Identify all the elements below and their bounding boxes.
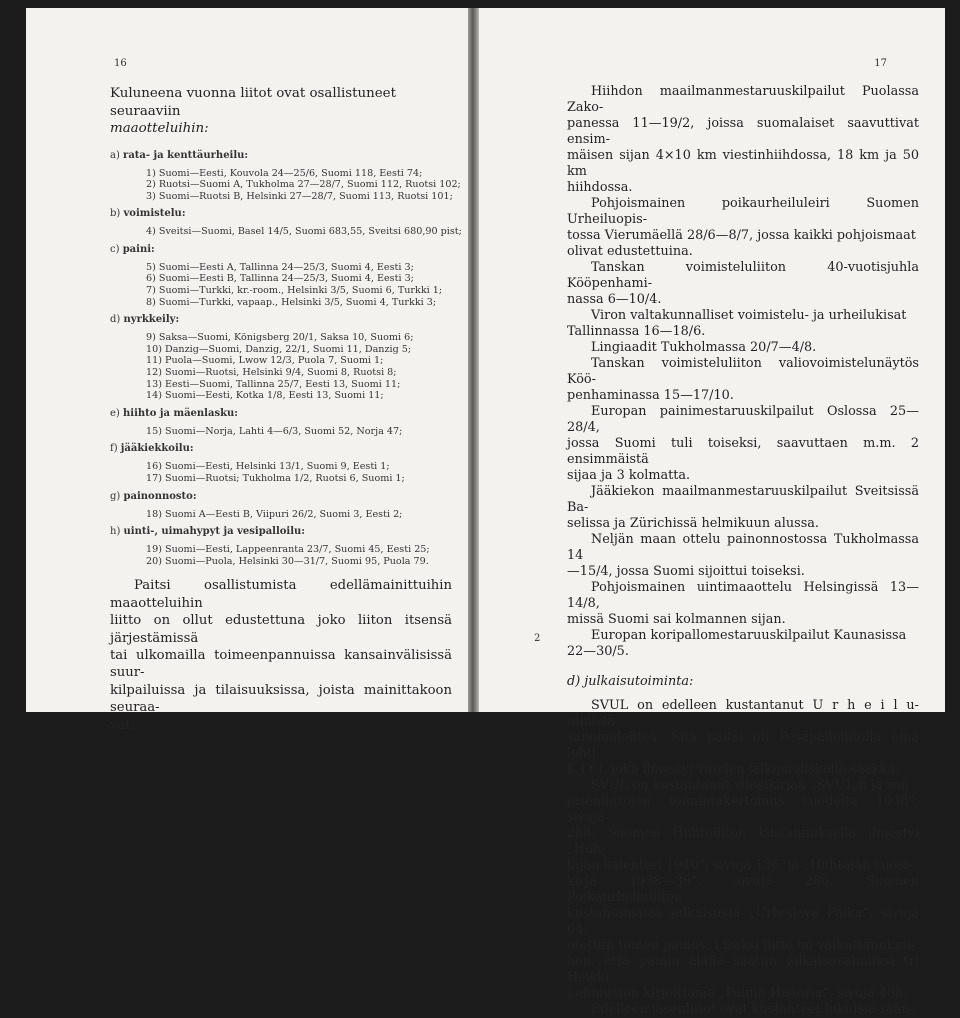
match-entry: 15) Suomi—Norja, Lahti 4—6/3, Suomi 52, Norja 47;: [146, 425, 403, 437]
text-line: SVUL on edelleen kustantanut U r h e i l u-nimistä: [567, 698, 919, 729]
match-entry: 6) Suomi—Eesti B, Tallinna 24—25/3, Suomi 4, Eesti 3;: [146, 273, 414, 285]
publishing-subheading: d) julkaisutoiminta:: [567, 674, 694, 689]
section-heading: [110, 238, 452, 262]
match-list: [146, 332, 452, 402]
section-title: uinti-, uimahypyt ja vesipalloilu:: [123, 526, 305, 538]
match-list: [146, 226, 462, 238]
text-line: Edelleen jäsenliitot ovat kustanteet lukuisia sään-: [591, 1002, 915, 1017]
match-list: [146, 544, 452, 567]
section-heading: [110, 308, 452, 332]
section-heading: [110, 144, 452, 168]
closing-paragraph: [110, 577, 452, 734]
match-entry: 17) Suomi—Ruotsi; Tukholma 1/2, Ruotsi 6, Suomi 1;: [146, 473, 405, 484]
closing-line: kilpailuissa ja tilaisuuksissa, joista mainittakoon seuraa-: [110, 682, 452, 716]
closing-line: tai ulkomailla toimeenpannuissa kansainvälisissä suur-: [110, 648, 452, 681]
section-heading: [110, 485, 452, 509]
signature-mark: 2: [534, 633, 541, 644]
section-letter: g): [110, 490, 124, 502]
match-entry: 5) Suomi—Eesti A, Tallinna 24—25/3, Suomi 4, Eesti 3;: [146, 261, 414, 273]
text-line: jäsenliittojen toimintakertomus vuodelta 1938”, sivuja: [567, 794, 919, 825]
text-line: sijaa ja 3 kolmatta.: [567, 468, 691, 483]
section-title: rata- ja kenttäurheilu:: [123, 149, 249, 161]
text-line: Europan painimestaruuskilpailut Oslossa 25—28/4,: [567, 404, 919, 435]
match-entry: 16) Suomi—Eesti, Helsinki 13/1, Suomi 9, Eesti 1;: [146, 461, 390, 473]
match-list: [146, 262, 452, 308]
text-line: kirja 1938—39”, sivuja 286. Suomen Poikaurheiluliiton: [567, 874, 919, 905]
text-line: Tanskan voimisteluliiton 40-vuotisjuhla Kööpenhami-: [567, 260, 919, 291]
events-list: [567, 84, 919, 660]
section-title: nyrkkeily:: [123, 314, 180, 326]
section-letter: c): [110, 243, 123, 255]
text-line: jossa Suomi tuli toiseksi, saavuttaen m.m. 2 ensimmäistä: [567, 436, 919, 467]
text-line: Hiihdon maailmanmestaruuskilpailut Puolassa Zako-: [567, 84, 919, 115]
text-line: täjän kalenteri 1940”, sivuja 136, ja „Hiihtäjän vuosi-: [567, 858, 913, 873]
section-letter: h): [110, 526, 124, 538]
section-heading: [110, 520, 452, 544]
closing-line: liitto on ollut edustettuna joko liiton itsensä järjestämissä: [110, 613, 452, 646]
section-letter: a): [110, 149, 124, 161]
text-line: Tallinnassa 16—18/6.: [567, 324, 706, 339]
text-line: penhaminassa 15—17/10.: [567, 388, 734, 403]
closing-line: Paitsi osallistumista edellämainittuihin maaotteluihin: [110, 578, 452, 611]
text-line: Tanskan voimisteluliiton valiovoimistelunäytös Köö-: [567, 356, 919, 387]
match-entry: 9) Saksa—Suomi, Königsberg 20/1, Saksa 10, Suomi 6;: [146, 332, 414, 344]
match-list: [146, 426, 452, 438]
match-entry: 13) Eesti—Suomi, Tallinna 25/7, Eesti 13, Suomi 11;: [146, 378, 401, 390]
match-entry: 18) Suomi A—Eesti B, Viipuri 26/2, Suomi 3, Eesti 2;: [146, 508, 403, 520]
match-entry: 3) Suomi—Ruotsi B, Helsinki 27—28/7, Suomi 113, Ruotsi 101;: [146, 190, 453, 202]
match-list: [146, 167, 461, 203]
match-list: [146, 461, 452, 484]
text-line: Europan koripallomestaruuskilpailut Kaunasissa: [591, 628, 907, 643]
right-page-number: 17: [874, 58, 887, 69]
match-entry: 12) Suomi—Ruotsi, Helsinki 9/4, Suomi 8, Ruotsi 8;: [146, 367, 397, 379]
left-page: [26, 8, 468, 733]
text-line: sanomalehteä. Sitä paitsi oli Pesäpalloliitolla oma lehti: [567, 730, 919, 761]
text-line: Lehmuston kirjoittama „Painin Historia”, sivuja 488.: [567, 986, 908, 1001]
match-entry: 11) Puola—Suomi, Lwow 12/3, Puola 7, Suomi 1;: [146, 355, 384, 367]
text-line: olivat edustettuina.: [567, 244, 693, 259]
text-line: hen, että painin alalla saatiin julkaisuvalmiiksi tri Heikki: [567, 954, 919, 985]
match-entry: 19) Suomi—Eesti, Lappeenranta 23/7, Suomi 45, Eesti 25;: [146, 544, 430, 556]
section-letter: d): [110, 314, 124, 326]
text-line: tossa Vierumäellä 28/6—8/7, jossa kaikki pohjoismaat: [567, 228, 916, 243]
match-entry: 1) Suomi—Eesti, Kouvola 24—25/6, Suomi 118, Eesti 74;: [146, 167, 423, 179]
text-line: Neljän maan ottelu painonnostossa Tukholmassa 14: [567, 532, 919, 563]
match-sections: [110, 144, 462, 568]
text-line: 22—30/5.: [567, 644, 629, 659]
section-letter: e): [110, 407, 123, 419]
text-line: Viron valtakunnalliset voimistelu- ja urheilukisat: [591, 308, 907, 323]
section-letter: f): [110, 443, 121, 455]
intro-paragraph: [110, 85, 452, 138]
match-entry: 2) Ruotsi—Suomi A, Tukholma 27—28/7, Suomi 112, Ruotsi 102;: [146, 179, 461, 191]
publishing-paragraphs: [567, 698, 919, 1018]
intro-line: Kuluneena vuonna liitot ovat osallistuneet seuraaviin: [110, 86, 396, 119]
text-line: SVUL on kustantanut vuosikirjan „SVUL:n ja sen: [591, 778, 909, 793]
section-title: voimistelu:: [123, 208, 186, 220]
text-line: missä Suomi sai kolmannen sijan.: [567, 612, 786, 627]
section-title: paini:: [122, 243, 155, 255]
match-entry: 7) Suomi—Turkki, kr.-room., Helsinki 3/5, Suomi 6, Turkki 1;: [146, 285, 443, 297]
text-line: Pohjoismainen uintimaaottelu Helsingissä 13—14/8,: [567, 580, 919, 611]
right-page: [479, 8, 945, 1017]
text-line: mäisen sijan 4×10 km viestinhiihdossa, 18 km ja 50 km: [567, 148, 919, 179]
section-title: painonnosto:: [123, 490, 197, 502]
text-line: Lingiaadit Tukholmassa 20/7—4/8.: [591, 340, 817, 355]
match-entry: 4) Sveitsi—Suomi, Basel 14/5, Suomi 683,55, Sveitsi 680,90 pist;: [146, 226, 462, 238]
text-line: selissa ja Zürichissä helmikuun alussa.: [567, 516, 819, 531]
section-title: hiihto ja mäenlasku:: [123, 407, 238, 419]
text-line: panessa 11—19/2, joissa suomalaiset saavuttivat ensim-: [567, 116, 919, 147]
section-heading: [110, 402, 452, 426]
section-heading: [110, 202, 452, 226]
left-page-number: 16: [114, 58, 127, 69]
section-heading: [110, 437, 452, 461]
match-entry: 10) Danzig—Suomi, Danzig, 22/1, Suomi 11, Danzig 5;: [146, 343, 412, 355]
book-gutter: [468, 8, 479, 712]
intro-line-italic: maaotteluihin:: [110, 121, 209, 136]
text-line: —15/4, jossa Suomi sijoittui toiseksi.: [567, 564, 805, 579]
match-entry: 14) Suomi—Eesti, Kotka 1/8, Eesti 13, Suomi 11;: [146, 390, 384, 402]
text-line: K i r i, joka ilmestyi vuoden jälkipuoliskolle saakka.: [567, 762, 900, 777]
match-list: [146, 509, 452, 521]
section-letter: b): [110, 208, 124, 220]
text-line: nassa 6—10/4.: [567, 292, 662, 307]
match-entry: 20) Suomi—Puola, Helsinki 30—31/7, Suomi 95, Puola 79.: [146, 555, 429, 567]
text-line: 288. Suomen Hiihtoliiton kustannuksella ilmestyi „Hiih-: [567, 826, 919, 857]
text-line: Jääkiekon maailmanmestaruuskilpailut Sveitsissä Ba-: [567, 484, 919, 515]
section-title: jääkiekkoilu:: [120, 443, 194, 455]
text-line: Pohjoismainen poikaurheiluleiri Suomen Urheiluopis-: [567, 196, 919, 227]
text-line: hiihdossa.: [567, 180, 633, 195]
text-line: otettiin toinen painos. Lisäksi liitto on vaikuttanut sii-: [567, 938, 916, 953]
match-entry: 8) Suomi—Turkki, vapaap., Helsinki 3/5, Suomi 4, Turkki 3;: [146, 296, 437, 308]
text-line: kustantamasta julkaisusta „Urheileva Poika”, sivuja 64,: [567, 906, 919, 937]
closing-line: vat:: [110, 717, 136, 733]
